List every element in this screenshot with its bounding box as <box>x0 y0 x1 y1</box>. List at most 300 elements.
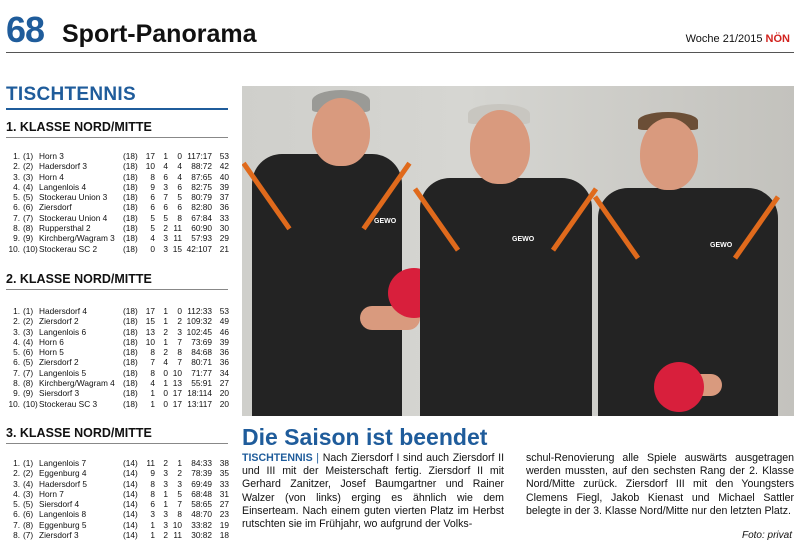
team-name: Langenlois 4 <box>39 181 87 192</box>
previous-rank: (8) <box>23 519 34 530</box>
shirt-logo: GEWO <box>512 236 535 243</box>
previous-rank: (1) <box>23 151 34 161</box>
points: 53 <box>219 151 229 161</box>
standings-table-1 <box>6 151 234 254</box>
table-row <box>6 316 234 326</box>
table-row <box>6 378 234 388</box>
points: 30 <box>219 223 229 234</box>
points: 19 <box>219 519 229 530</box>
games-played: (14) <box>123 478 138 489</box>
wins: 8 <box>150 347 155 358</box>
league-rule-3 <box>6 443 228 444</box>
previous-rank: (2) <box>23 161 34 172</box>
team-name: Horn 3 <box>39 151 64 161</box>
rank: 3. <box>13 326 20 337</box>
games-played: (18) <box>123 388 138 399</box>
article-text-2: schul-Renovierung alle Spiele auswärts ausgetragen werden mussten, auf den sechsten Rang der 2. Klasse Nord/Mitte zurück. Ziersdorf III mit den Youngsters Clemens Fiegl, Jakob Kienast und Michael Sattler belegte in der 3. Klasse Nord/Mitte nur den letzten Platz. <box>526 452 794 517</box>
player-head <box>312 98 370 166</box>
article-kicker: TISCHTENNIS <box>242 452 313 464</box>
draws: 5 <box>163 212 168 223</box>
team-name: Stockerau Union 4 <box>39 212 108 223</box>
team-name: Horn 6 <box>39 336 64 347</box>
team-name: Ziersdorf 3 <box>39 530 79 541</box>
table-row <box>6 306 234 316</box>
set-score: 102:45 <box>186 326 212 337</box>
games-played: (18) <box>123 233 138 244</box>
rank: 5. <box>13 499 20 510</box>
rank: 5. <box>13 347 20 358</box>
previous-rank: (1) <box>23 306 34 316</box>
wins: 15 <box>145 316 155 327</box>
team-name: Langenlois 5 <box>39 367 87 378</box>
losses: 1 <box>177 458 182 468</box>
draws: 3 <box>163 181 168 192</box>
games-played: (18) <box>123 378 138 389</box>
team-name: Stockerau SC 3 <box>39 398 98 409</box>
games-played: (18) <box>123 367 138 378</box>
games-played: (18) <box>123 161 138 172</box>
losses: 13 <box>172 378 182 389</box>
set-score: 30:82 <box>191 530 212 541</box>
draws: 1 <box>163 316 168 327</box>
losses: 3 <box>177 326 182 337</box>
table-row <box>6 161 234 171</box>
losses: 11 <box>173 223 182 234</box>
set-score: 82:80 <box>191 202 212 213</box>
wins: 1 <box>150 398 155 409</box>
set-score: 18:114 <box>187 388 212 399</box>
previous-rank: (4) <box>23 336 34 347</box>
losses: 5 <box>177 192 182 203</box>
wins: 3 <box>150 509 155 520</box>
wins: 5 <box>150 212 155 223</box>
set-score: 73:69 <box>191 336 212 347</box>
previous-rank: (5) <box>23 357 34 368</box>
wins: 1 <box>150 388 155 399</box>
paddle <box>654 362 704 412</box>
wins: 1 <box>150 519 155 530</box>
losses: 0 <box>177 306 182 316</box>
previous-rank: (6) <box>23 509 34 520</box>
wins: 17 <box>145 151 155 161</box>
set-score: 80:79 <box>191 192 212 203</box>
league-rule-1 <box>6 137 228 138</box>
games-played: (18) <box>123 202 138 213</box>
standings-table-3 <box>6 458 234 540</box>
points: 20 <box>219 398 229 409</box>
shirt-logo: GEWO <box>710 242 733 249</box>
previous-rank: (3) <box>23 171 34 182</box>
draws: 1 <box>163 488 168 499</box>
previous-rank: (9) <box>23 388 34 399</box>
table-row <box>6 468 234 478</box>
previous-rank: (10) <box>23 398 38 409</box>
issue-week: Woche 21/2015 <box>685 33 763 45</box>
points: 40 <box>219 171 229 182</box>
header-rule <box>6 52 794 53</box>
draws: 4 <box>163 357 168 368</box>
team-name: Eggenburg 5 <box>39 519 87 530</box>
photo-credit: Foto: privat <box>741 530 792 541</box>
table-row <box>6 479 234 489</box>
league-title-3: 3. KLASSE NORD/MITTE <box>6 426 152 440</box>
draws: 3 <box>163 233 168 244</box>
table-row <box>6 520 234 530</box>
points: 39 <box>219 181 229 192</box>
table-row <box>6 151 234 161</box>
league-rule-2 <box>6 289 228 290</box>
table-row <box>6 347 234 357</box>
previous-rank: (6) <box>23 202 34 213</box>
draws: 2 <box>163 326 168 337</box>
games-played: (18) <box>123 306 138 316</box>
rank: 6. <box>13 357 20 368</box>
team-name: Siersdorf 4 <box>39 499 80 510</box>
wins: 9 <box>150 468 155 479</box>
wins: 4 <box>150 233 155 244</box>
wins: 6 <box>150 499 155 510</box>
losses: 6 <box>177 181 182 192</box>
set-score: 80:71 <box>191 357 212 368</box>
article-column-2 <box>526 452 794 518</box>
wins: 13 <box>145 326 155 337</box>
rank: 10. <box>8 398 20 409</box>
losses: 10 <box>172 367 182 378</box>
wins: 8 <box>150 488 155 499</box>
player-shirt <box>420 178 592 416</box>
table-row <box>6 244 234 254</box>
points: 39 <box>219 336 229 347</box>
draws: 2 <box>163 458 168 468</box>
wins: 10 <box>145 336 155 347</box>
wins: 0 <box>150 243 155 254</box>
draws: 7 <box>163 192 168 203</box>
table-row <box>6 172 234 182</box>
games-played: (14) <box>123 458 138 468</box>
losses: 8 <box>177 212 182 223</box>
table-row <box>6 337 234 347</box>
rank: 7. <box>13 367 20 378</box>
set-score: 84:68 <box>191 347 212 358</box>
losses: 4 <box>177 161 182 172</box>
kicker-rule <box>6 108 228 110</box>
draws: 3 <box>163 468 168 479</box>
losses: 17 <box>172 388 182 399</box>
set-score: 78:39 <box>191 468 212 479</box>
table-row <box>6 458 234 468</box>
rank: 9. <box>13 388 20 399</box>
games-played: (18) <box>123 181 138 192</box>
set-score: 69:49 <box>191 478 212 489</box>
team-name: Hadersdorf 5 <box>39 478 87 489</box>
team-name: Langenlois 6 <box>39 326 87 337</box>
games-played: (18) <box>123 192 138 203</box>
team-name: Kirchberg/Wagram 3 <box>39 233 115 244</box>
rank: 3. <box>13 478 20 489</box>
article-text-1: Nach Ziersdorf I sind auch Ziersdorf II und III mit der Meisterschaft fertig. Ziersdorf II mit Gerhard Zanitzer, Josef Baumgartner und Rainer Walzer (von links) erging es ähnlich wie dem Einserteam. Nach einem guten vierten Platz im Herbst rutschten sie im Frühjahr, wo aufgrund der Volks- <box>242 452 505 531</box>
rank: 8. <box>13 223 20 234</box>
losses: 0 <box>177 151 182 161</box>
games-played: (18) <box>123 223 138 234</box>
wins: 9 <box>150 181 155 192</box>
previous-rank: (1) <box>23 458 34 468</box>
draws: 3 <box>163 478 168 489</box>
table-row <box>6 223 234 233</box>
draws: 1 <box>163 306 168 316</box>
losses: 11 <box>173 233 182 244</box>
points: 33 <box>219 478 229 489</box>
set-score: 57:93 <box>191 233 212 244</box>
table-row <box>6 192 234 202</box>
draws: 6 <box>163 202 168 213</box>
player-head <box>470 110 530 184</box>
games-played: (18) <box>123 212 138 223</box>
kicker-separator: | <box>316 452 320 464</box>
table-row <box>6 489 234 499</box>
points: 35 <box>219 468 229 479</box>
rank: 1. <box>13 306 20 316</box>
set-score: 42:107 <box>186 243 212 254</box>
previous-rank: (6) <box>23 347 34 358</box>
player-head <box>640 118 698 190</box>
previous-rank: (7) <box>23 367 34 378</box>
points: 38 <box>219 458 229 468</box>
table-row <box>6 357 234 367</box>
previous-rank: (7) <box>23 212 34 223</box>
set-score: 87:65 <box>191 171 212 182</box>
wins: 17 <box>145 306 155 316</box>
set-score: 48:70 <box>191 509 212 520</box>
previous-rank: (7) <box>23 530 34 541</box>
draws: 1 <box>163 378 168 389</box>
team-name: Stockerau Union 3 <box>39 192 108 203</box>
losses: 15 <box>172 243 182 254</box>
rank: 4. <box>13 181 20 192</box>
team-name: Langenlois 8 <box>39 509 87 520</box>
games-played: (18) <box>123 357 138 368</box>
losses: 17 <box>172 398 182 409</box>
team-name: Kirchberg/Wagram 4 <box>39 378 115 389</box>
losses: 5 <box>177 488 182 499</box>
team-name: Hadersdorf 4 <box>39 306 87 316</box>
draws: 1 <box>163 151 168 161</box>
team-name: Siersdorf 3 <box>39 388 80 399</box>
losses: 2 <box>177 468 182 479</box>
wins: 10 <box>145 161 155 172</box>
points: 53 <box>219 306 229 316</box>
points: 20 <box>219 388 229 399</box>
table-row <box>6 213 234 223</box>
rank: 6. <box>13 202 20 213</box>
previous-rank: (8) <box>23 378 34 389</box>
games-played: (18) <box>123 326 138 337</box>
points: 33 <box>219 212 229 223</box>
team-name: Horn 4 <box>39 171 64 182</box>
points: 27 <box>219 499 229 510</box>
previous-rank: (5) <box>23 499 34 510</box>
player-shirt <box>252 154 402 416</box>
table-row <box>6 530 234 540</box>
draws: 2 <box>163 347 168 358</box>
wins: 11 <box>146 458 155 468</box>
draws: 4 <box>163 161 168 172</box>
points: 21 <box>219 243 229 254</box>
games-played: (14) <box>123 468 138 479</box>
losses: 7 <box>177 336 182 347</box>
rank: 1. <box>13 151 20 161</box>
section-title: Sport-Panorama <box>62 20 257 48</box>
wins: 4 <box>150 378 155 389</box>
games-played: (18) <box>123 243 138 254</box>
losses: 2 <box>177 316 182 327</box>
table-row <box>6 368 234 378</box>
games-played: (14) <box>123 499 138 510</box>
previous-rank: (2) <box>23 468 34 479</box>
league-title-1: 1. KLASSE NORD/MITTE <box>6 120 152 134</box>
draws: 0 <box>163 388 168 399</box>
rank: 2. <box>13 161 20 172</box>
points: 49 <box>219 316 229 327</box>
wins: 1 <box>150 530 155 541</box>
points: 23 <box>219 509 229 520</box>
set-score: 88:72 <box>191 161 212 172</box>
brand-logo: NÖN <box>765 33 790 45</box>
team-name: Hadersdorf 3 <box>39 161 87 172</box>
rank: 3. <box>13 171 20 182</box>
games-played: (18) <box>123 171 138 182</box>
set-score: 112:33 <box>187 306 212 316</box>
losses: 10 <box>172 519 182 530</box>
games-played: (14) <box>123 519 138 530</box>
games-played: (14) <box>123 509 138 520</box>
table-row <box>6 388 234 398</box>
rank: 9. <box>13 233 20 244</box>
points: 37 <box>219 192 229 203</box>
set-score: 33:82 <box>191 519 212 530</box>
losses: 11 <box>173 530 182 541</box>
table-row <box>6 399 234 409</box>
losses: 8 <box>177 347 182 358</box>
wins: 8 <box>150 478 155 489</box>
rank: 1. <box>13 458 20 468</box>
points: 36 <box>219 357 229 368</box>
games-played: (18) <box>123 316 138 327</box>
points: 29 <box>219 233 229 244</box>
points: 34 <box>219 367 229 378</box>
points: 18 <box>219 530 229 541</box>
losses: 7 <box>177 357 182 368</box>
article-column-1 <box>242 452 504 531</box>
games-played: (18) <box>123 347 138 358</box>
points: 46 <box>219 326 229 337</box>
rank: 2. <box>13 468 20 479</box>
draws: 0 <box>163 398 168 409</box>
rank: 8. <box>13 530 20 541</box>
losses: 6 <box>177 202 182 213</box>
shirt-logo: GEWO <box>374 218 397 225</box>
draws: 3 <box>163 509 168 520</box>
wins: 6 <box>150 202 155 213</box>
table-row <box>6 327 234 337</box>
set-score: 68:48 <box>191 488 212 499</box>
set-score: 82:75 <box>191 181 212 192</box>
table-row <box>6 499 234 509</box>
table-row <box>6 202 234 212</box>
wins: 8 <box>150 171 155 182</box>
set-score: 55:91 <box>191 378 212 389</box>
set-score: 71:77 <box>191 367 212 378</box>
issue-info <box>686 33 790 45</box>
set-score: 117:17 <box>187 151 212 161</box>
losses: 7 <box>177 499 182 510</box>
rank: 7. <box>13 212 20 223</box>
article-headline: Die Saison ist beendet <box>242 424 488 450</box>
table-row <box>6 509 234 519</box>
rank: 5. <box>13 192 20 203</box>
draws: 3 <box>163 519 168 530</box>
table-row <box>6 182 234 192</box>
set-score: 58:65 <box>191 499 212 510</box>
wins: 5 <box>150 223 155 234</box>
previous-rank: (2) <box>23 316 34 327</box>
draws: 2 <box>163 223 168 234</box>
team-name: Ziersdorf <box>39 202 72 213</box>
games-played: (18) <box>123 398 138 409</box>
team-name: Langenlois 7 <box>39 458 87 468</box>
set-score: 13:117 <box>187 398 212 409</box>
team-name: Horn 7 <box>39 488 64 499</box>
points: 27 <box>219 378 229 389</box>
draws: 6 <box>163 171 168 182</box>
points: 36 <box>219 347 229 358</box>
team-name: Ziersdorf 2 <box>39 316 79 327</box>
losses: 4 <box>177 171 182 182</box>
rank: 2. <box>13 316 20 327</box>
team-name: Stockerau SC 2 <box>39 243 98 254</box>
rank: 10. <box>8 243 20 254</box>
team-photo <box>242 86 794 416</box>
draws: 2 <box>163 530 168 541</box>
previous-rank: (3) <box>23 488 34 499</box>
previous-rank: (9) <box>23 233 34 244</box>
points: 42 <box>219 161 229 172</box>
previous-rank: (5) <box>23 192 34 203</box>
previous-rank: (4) <box>23 181 34 192</box>
wins: 8 <box>150 367 155 378</box>
draws: 1 <box>163 499 168 510</box>
rank: 4. <box>13 336 20 347</box>
rank: 4. <box>13 488 20 499</box>
draws: 0 <box>163 367 168 378</box>
games-played: (18) <box>123 336 138 347</box>
previous-rank: (10) <box>23 243 38 254</box>
losses: 8 <box>177 509 182 520</box>
league-title-2: 2. KLASSE NORD/MITTE <box>6 272 152 286</box>
wins: 7 <box>150 357 155 368</box>
page-header <box>0 0 800 52</box>
draws: 1 <box>163 336 168 347</box>
set-score: 60:90 <box>191 223 212 234</box>
standings-table-2 <box>6 306 234 409</box>
rank: 8. <box>13 378 20 389</box>
games-played: (14) <box>123 530 138 541</box>
set-score: 84:33 <box>191 458 212 468</box>
page-number: 68 <box>6 9 45 50</box>
losses: 3 <box>177 478 182 489</box>
previous-rank: (3) <box>23 326 34 337</box>
team-name: Ziersdorf 2 <box>39 357 79 368</box>
team-name: Eggenburg 4 <box>39 468 87 479</box>
